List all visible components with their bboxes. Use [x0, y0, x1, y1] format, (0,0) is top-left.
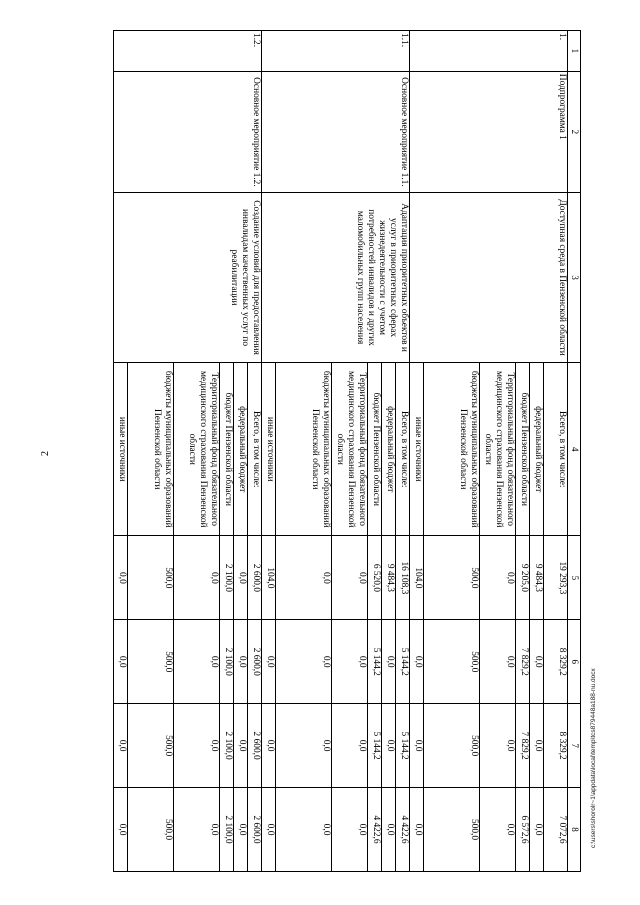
value-cell: 500,0	[128, 788, 174, 872]
value-cell: 5 144,2	[396, 620, 410, 704]
value-cell: 4 422,6	[396, 788, 410, 872]
source-cell: Всего, в том числе:	[248, 363, 262, 536]
source-cell: бюджет Пензенской области	[368, 363, 382, 536]
value-cell: 0,0	[382, 704, 396, 788]
value-cell: 0,0	[480, 788, 516, 872]
header-cell: 6	[568, 620, 581, 704]
value-cell: 2 100,0	[220, 536, 234, 620]
source-cell: федеральный бюджет	[530, 363, 544, 536]
value-cell: 8 329,2	[544, 620, 568, 704]
value-cell: 0,0	[410, 620, 424, 704]
value-cell: 104,0	[410, 536, 424, 620]
value-cell: 2 100,0	[220, 788, 234, 872]
value-cell: 16 108,3	[396, 536, 410, 620]
source-cell: Всего, в том числе:	[544, 363, 568, 536]
source-cell: Территориальный фонд обязательного медицинского страхования Пензенской области	[332, 363, 368, 536]
header-cell: 2	[568, 71, 581, 192]
value-cell: 2 100,0	[220, 620, 234, 704]
financing-table	[113, 30, 581, 872]
source-cell: Территориальный фонд обязательного медицинского страхования Пензенской области	[480, 363, 516, 536]
value-cell: 0,0	[174, 536, 220, 620]
source-cell: бюджет Пензенской области	[220, 363, 234, 536]
program-name-cell: Основное мероприятие 1.1.	[262, 71, 410, 192]
value-cell: 7 829,2	[516, 620, 530, 704]
value-cell: 0,0	[262, 704, 276, 788]
value-cell: 0,0	[332, 788, 368, 872]
value-cell: 2 600,0	[248, 788, 262, 872]
value-cell: 0,0	[174, 788, 220, 872]
value-cell: 0,0	[174, 704, 220, 788]
value-cell: 500,0	[424, 536, 480, 620]
value-cell: 2 600,0	[248, 704, 262, 788]
source-cell: иные источники	[262, 363, 276, 536]
value-cell: 6 520,0	[368, 536, 382, 620]
value-cell: 0,0	[382, 620, 396, 704]
value-cell: 5 144,2	[368, 704, 382, 788]
header-cell: 3	[568, 193, 581, 363]
source-cell: Территориальный фонд обязательного медицинского страхования Пензенской области	[174, 363, 220, 536]
value-cell: 0,0	[234, 704, 248, 788]
value-cell: 500,0	[128, 536, 174, 620]
value-cell: 104,0	[262, 536, 276, 620]
value-cell: 0,0	[114, 620, 128, 704]
source-cell: Всего, в том числе:	[396, 363, 410, 536]
value-cell: 0,0	[234, 536, 248, 620]
header-row	[568, 31, 581, 872]
value-cell: 2 600,0	[248, 536, 262, 620]
value-cell: 0,0	[276, 620, 332, 704]
value-cell: 0,0	[410, 788, 424, 872]
value-cell: 0,0	[530, 704, 544, 788]
source-cell: бюджеты муниципальных образований Пензенской области	[424, 363, 480, 536]
value-cell: 6 572,6	[516, 788, 530, 872]
page-number: 2	[40, 451, 51, 456]
value-cell: 0,0	[262, 620, 276, 704]
description-cell: Доступная среда в Пензенской области	[410, 193, 568, 363]
value-cell: 500,0	[424, 788, 480, 872]
header-cell: 1	[568, 31, 581, 72]
file-path-footer: c:\users\shorolr~1\appdata\local\temp\tcs879448a188-nu.docx	[590, 668, 597, 848]
value-cell: 0,0	[530, 788, 544, 872]
value-cell: 0,0	[410, 704, 424, 788]
value-cell: 500,0	[128, 704, 174, 788]
value-cell: 500,0	[424, 704, 480, 788]
source-cell: бюджеты муниципальных образований Пензенской области	[276, 363, 332, 536]
value-cell: 0,0	[114, 704, 128, 788]
header-cell: 4	[568, 363, 581, 536]
value-cell: 0,0	[332, 704, 368, 788]
value-cell: 9 205,0	[516, 536, 530, 620]
value-cell: 0,0	[332, 620, 368, 704]
source-cell: иные источники	[114, 363, 128, 536]
value-cell: 500,0	[424, 620, 480, 704]
value-cell: 0,0	[114, 536, 128, 620]
value-cell: 0,0	[276, 536, 332, 620]
value-cell: 0,0	[530, 620, 544, 704]
value-cell: 7 829,2	[516, 704, 530, 788]
row-number-cell: 1.1.	[262, 31, 410, 72]
value-cell: 0,0	[332, 536, 368, 620]
table-row	[396, 31, 410, 872]
row-number-cell: 1.2.	[114, 31, 262, 72]
source-cell: бюджеты муниципальных образований Пензенской области	[128, 363, 174, 536]
value-cell: 5 144,2	[368, 620, 382, 704]
program-name-cell: Основное мероприятие 1.2.	[114, 71, 262, 192]
value-cell: 5 144,2	[396, 704, 410, 788]
program-name-cell: Подпрограмма 1	[410, 71, 568, 192]
table-row	[248, 31, 262, 872]
value-cell: 0,0	[262, 788, 276, 872]
value-cell: 0,0	[276, 704, 332, 788]
value-cell: 0,0	[480, 704, 516, 788]
value-cell: 500,0	[128, 620, 174, 704]
value-cell: 0,0	[234, 620, 248, 704]
value-cell: 9 484,3	[382, 536, 396, 620]
value-cell: 8 329,2	[544, 704, 568, 788]
source-cell: федеральный бюджет	[234, 363, 248, 536]
value-cell: 7 072,6	[544, 788, 568, 872]
rotated-table-container	[99, 30, 581, 872]
header-cell: 7	[568, 704, 581, 788]
value-cell: 0,0	[276, 788, 332, 872]
value-cell: 4 422,6	[368, 788, 382, 872]
value-cell: 0,0	[382, 788, 396, 872]
value-cell: 0,0	[480, 536, 516, 620]
value-cell: 2 600,0	[248, 620, 262, 704]
source-cell: иные источники	[410, 363, 424, 536]
header-cell: 5	[568, 536, 581, 620]
value-cell: 2 100,0	[220, 704, 234, 788]
header-cell: 8	[568, 788, 581, 872]
value-cell: 0,0	[480, 620, 516, 704]
description-cell: Создание условий для предоставления инвалидам качественных услуг по реабилитации	[114, 193, 262, 363]
value-cell: 9 484,3	[530, 536, 544, 620]
value-cell: 0,0	[234, 788, 248, 872]
row-number-cell: 1.	[410, 31, 568, 72]
source-cell: бюджет Пензенской области	[516, 363, 530, 536]
table-row	[544, 31, 568, 872]
value-cell: 0,0	[114, 788, 128, 872]
description-cell: Адаптация приоритетных объектов и услуг в приоритетных сферах жизнедеятельности с учетом потребностей инвалидов и других маломобильных групп населения	[262, 193, 410, 363]
source-cell: федеральный бюджет	[382, 363, 396, 536]
value-cell: 19 293,3	[544, 536, 568, 620]
value-cell: 0,0	[174, 620, 220, 704]
